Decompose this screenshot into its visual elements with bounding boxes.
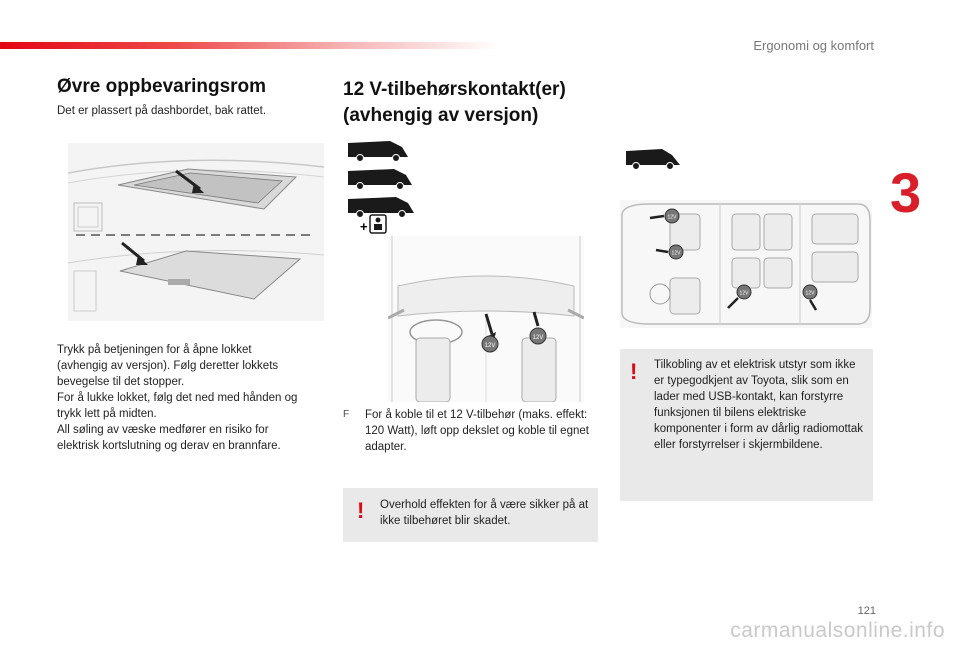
power-warning-note xyxy=(343,488,598,542)
svg-text:12V: 12V xyxy=(739,290,749,297)
storage-heading: Øvre oppbevaringsrom xyxy=(57,76,267,97)
accessory-warning-text: Tilkobling av et elektrisk utstyr som ikke er typegodkjent av Toyota, slik som en lader med USB-kontakt, kan forstyrre funksjonen til bilens elektriske komponenter i form av dårlig radiomottak eller forstyrrelser i skjermbildene. xyxy=(654,359,864,451)
power-warning-text: Overhold effekten for å være sikker på at ikke tilbehøret blir skadet. xyxy=(380,499,589,527)
socket-12v-icon xyxy=(737,285,751,299)
vehicle-version-icons xyxy=(346,135,416,235)
socket-12v-icon xyxy=(482,336,498,352)
instruction-line: For å lukke lokket, følg det ned med hånden og xyxy=(57,392,298,404)
cabin-topview-illustration xyxy=(620,200,872,328)
svg-text:12V: 12V xyxy=(671,250,681,257)
socket-12v-icon xyxy=(669,245,683,259)
van-medium-icon xyxy=(348,169,412,190)
instruction-line: (avhengig av versjon). Følg deretter lokkets xyxy=(57,360,279,372)
instruction-line: trykk lett på midten. xyxy=(57,408,157,420)
page-number: 121 xyxy=(857,605,876,617)
accessory-warning-note xyxy=(620,349,873,501)
socket-12v-icon xyxy=(530,328,546,344)
svg-text:12V: 12V xyxy=(805,290,815,297)
socket-heading-line1: 12 V-tilbehørskontakt(er) xyxy=(343,79,566,100)
svg-text:+: + xyxy=(360,219,368,234)
instruction-line: elektrisk kortslutning og derav en brannfare. xyxy=(57,440,281,452)
warning-icon: ! xyxy=(630,359,638,384)
header-accent-bar xyxy=(0,42,500,49)
storage-instructions xyxy=(57,342,327,454)
warning-icon: ! xyxy=(357,498,365,523)
socket-bullet-text: For å koble til et 12 V-tilbehør (maks. effekt: 120 Watt), løft opp dekslet og koble til egnet adapter. xyxy=(365,409,589,453)
storage-intro: Det er plassert på dashbordet, bak rattet. xyxy=(57,105,267,117)
bullet-mark-icon: F xyxy=(343,409,350,420)
instruction-line: Trykk på betjeningen for å åpne lokket xyxy=(57,344,252,356)
socket-12v-icon xyxy=(665,209,679,223)
cockpit-socket-illustration xyxy=(388,236,584,402)
socket-heading xyxy=(343,77,603,129)
svg-text:12V: 12V xyxy=(532,335,544,341)
svg-text:12V: 12V xyxy=(484,343,496,349)
svg-text:12V: 12V xyxy=(667,214,677,221)
section-label: Ergonomi og komfort xyxy=(753,38,874,53)
van-long-version-icon xyxy=(624,143,682,171)
instruction-line: bevegelse til det stopper. xyxy=(57,376,185,388)
dashboard-storage-illustration xyxy=(68,143,324,321)
chapter-number: 3 xyxy=(890,161,922,224)
seat-option-icon xyxy=(370,215,386,233)
instruction-line: All søling av væske medfører en risiko for xyxy=(57,424,269,436)
watermark: carmanualsonline.info xyxy=(730,619,945,642)
van-short-icon xyxy=(348,141,408,162)
socket-12v-icon xyxy=(803,285,817,299)
socket-heading-line2: (avhengig av versjon) xyxy=(343,105,539,126)
